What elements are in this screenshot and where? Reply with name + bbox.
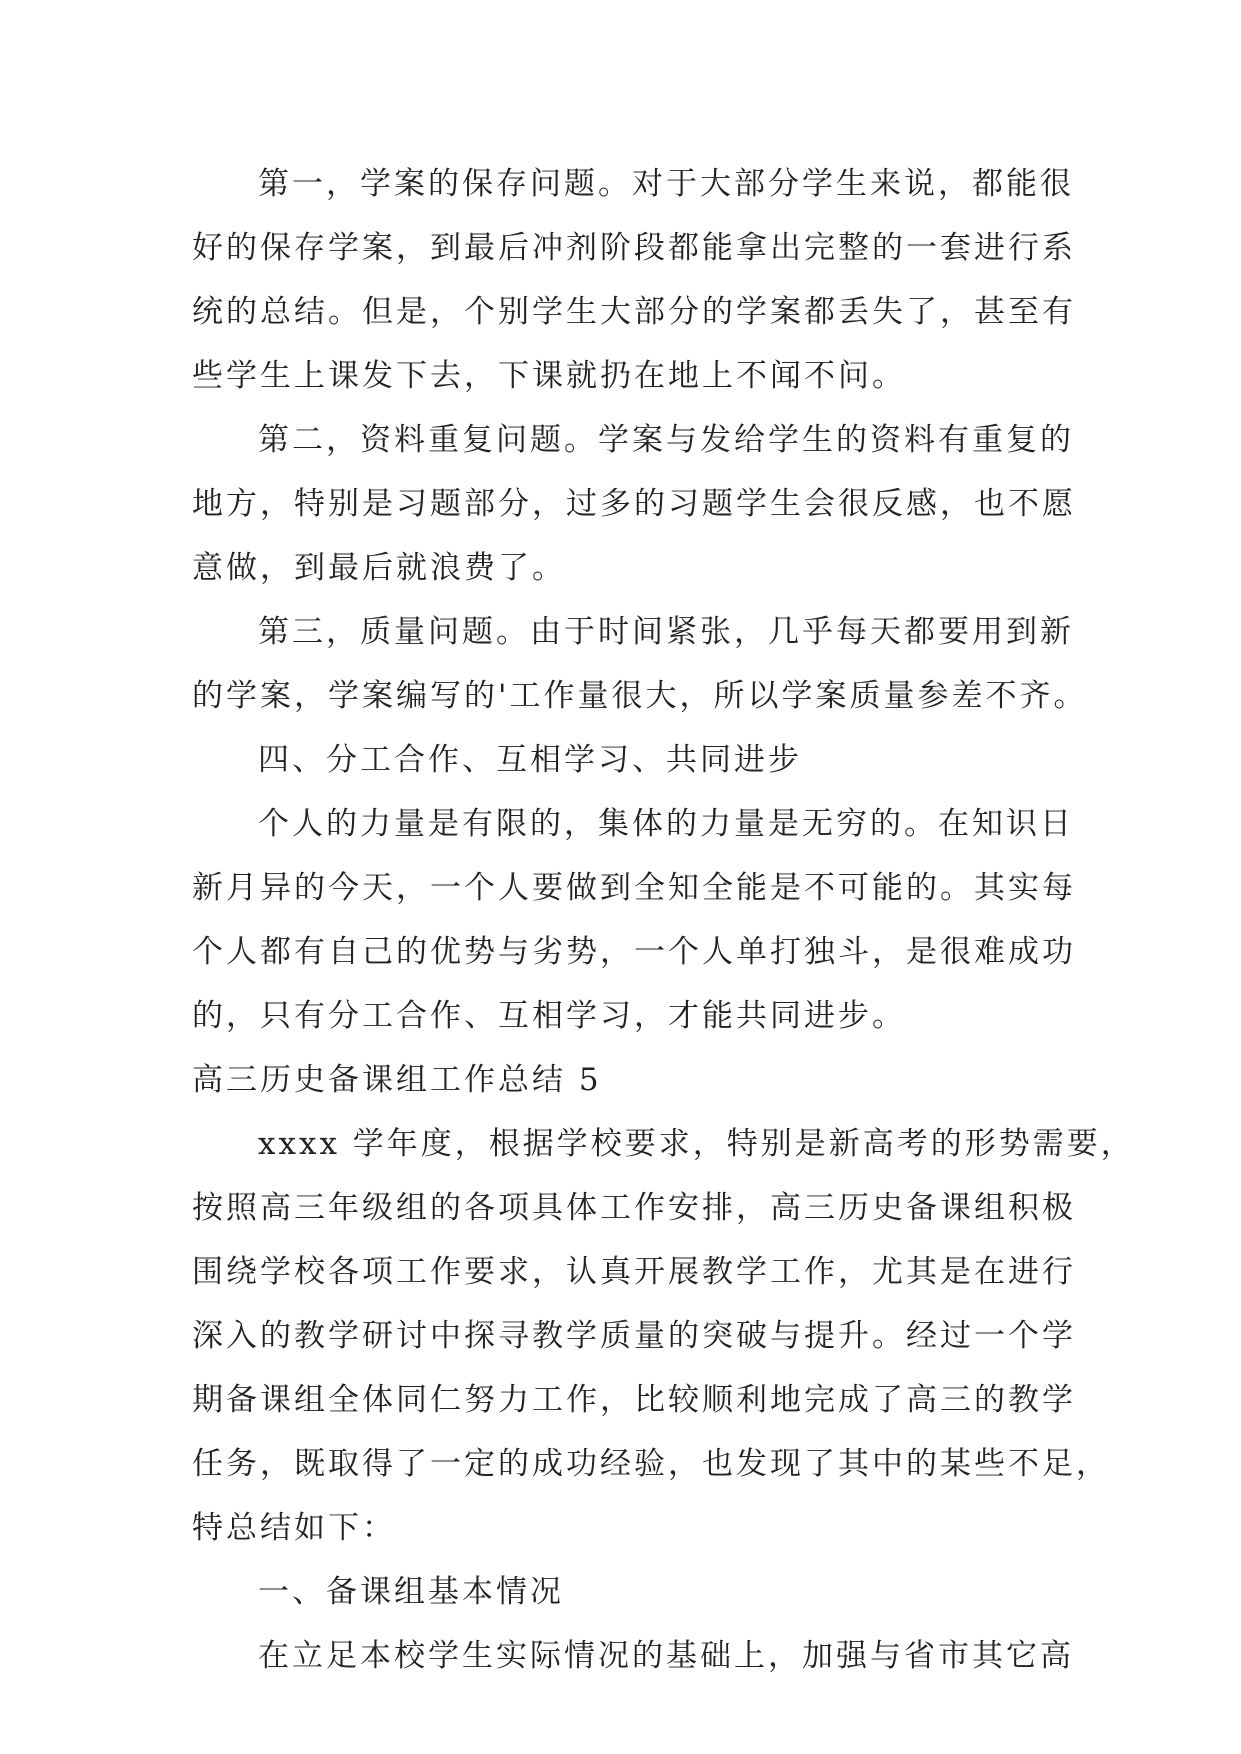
- paragraph-line: 个人都有自己的优势与劣势，一个人单打独斗，是很难成功: [192, 934, 1076, 970]
- paragraph-line: 好的保存学案，到最后冲剂阶段都能拿出完整的一套进行系: [192, 230, 1076, 266]
- paragraph-line: 些学生上课发下去，下课就扔在地上不闻不问。: [192, 358, 906, 394]
- paragraph-line: 期备课组全体同仁努力工作，比较顺利地完成了高三的教学: [192, 1382, 1076, 1418]
- document-title: 高三历史备课组工作总结 5: [192, 1062, 602, 1098]
- paragraph-line: 任务，既取得了一定的成功经验，也发现了其中的某些不足，: [192, 1446, 1110, 1482]
- paragraph-line: 的，只有分工合作、互相学习，才能共同进步。: [192, 998, 906, 1034]
- paragraph-line: 特总结如下：: [192, 1510, 396, 1546]
- section-heading: 一、备课组基本情况: [258, 1574, 564, 1610]
- paragraph-line: 意做，到最后就浪费了。: [192, 550, 566, 586]
- paragraph-line: 在立足本校学生实际情况的基础上，加强与省市其它高: [258, 1638, 1074, 1674]
- paragraph-line: 个人的力量是有限的，集体的力量是无穷的。在知识日: [258, 806, 1074, 842]
- paragraph-line: 第二，资料重复问题。学案与发给学生的资料有重复的: [258, 422, 1074, 458]
- paragraph-line: 围绕学校各项工作要求，认真开展教学工作，尤其是在进行: [192, 1254, 1076, 1290]
- paragraph-line: 第一，学案的保存问题。对于大部分学生来说，都能很: [258, 166, 1074, 202]
- paragraph-line: xxxx 学年度，根据学校要求，特别是新高考的形势需要，: [258, 1126, 1135, 1162]
- paragraph-line: 统的总结。但是，个别学生大部分的学案都丢失了，甚至有: [192, 294, 1076, 330]
- paragraph-line: 按照高三年级组的各项具体工作安排，高三历史备课组积极: [192, 1190, 1076, 1226]
- paragraph-line: 新月异的今天，一个人要做到全知全能是不可能的。其实每: [192, 870, 1076, 906]
- paragraph-line: 的学案，学案编写的'工作量很大，所以学案质量参差不齐。: [192, 678, 1088, 714]
- section-heading: 四、分工合作、互相学习、共同进步: [258, 742, 802, 778]
- paragraph-line: 深入的教学研讨中探寻教学质量的突破与提升。经过一个学: [192, 1318, 1076, 1354]
- paragraph-line: 地方，特别是习题部分，过多的习题学生会很反感，也不愿: [192, 486, 1076, 522]
- paragraph-line: 第三，质量问题。由于时间紧张，几乎每天都要用到新: [258, 614, 1074, 650]
- document-body: [192, 152, 1135, 1688]
